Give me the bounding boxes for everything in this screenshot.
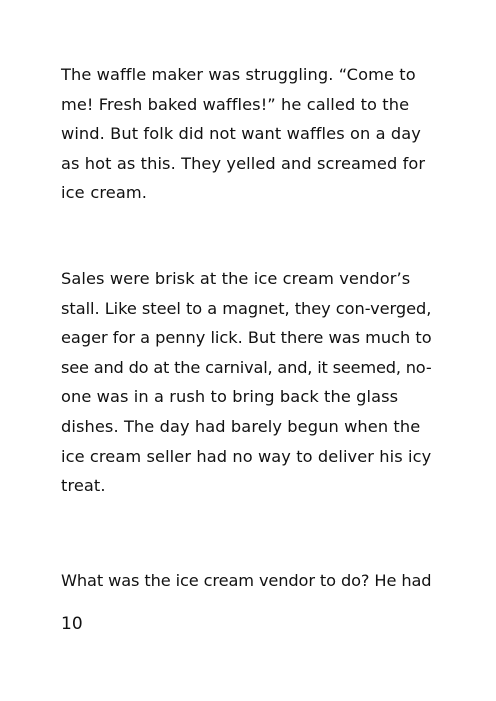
text-line: one was in a rush to bring back the glass bbox=[61, 387, 399, 407]
text-line: ice cream seller had no way to deliver his icy bbox=[61, 446, 432, 466]
text-line: dishes. The day had barely begun when the bbox=[61, 416, 421, 436]
paragraph-ice-cream-sales bbox=[61, 264, 436, 501]
text-line: as hot as this. They yelled and screamed for bbox=[61, 153, 426, 173]
text-line: wind. But folk did not want waffles on a day bbox=[61, 124, 421, 144]
text-line: see and do at the carnival, and, it seemed, no- bbox=[61, 357, 432, 377]
text-line: stall. Like steel to a magnet, they con-verged, bbox=[61, 298, 432, 318]
paragraph-waffle-maker bbox=[61, 60, 436, 208]
text-line: eager for a penny lick. But there was much to bbox=[61, 328, 432, 348]
text-line: What was the ice cream vendor to do? He had bbox=[61, 571, 432, 590]
paragraph-vendor-question bbox=[61, 566, 436, 596]
text-line: me! Fresh baked waffles!” he called to the bbox=[61, 94, 410, 114]
page-number: 10 bbox=[61, 614, 83, 634]
text-line: treat. bbox=[61, 476, 106, 496]
text-line: The waffle maker was struggling. “Come to bbox=[61, 65, 416, 84]
text-line: Sales were brisk at the ice cream vendor’s bbox=[61, 269, 411, 288]
text-line: ice cream. bbox=[61, 183, 147, 203]
